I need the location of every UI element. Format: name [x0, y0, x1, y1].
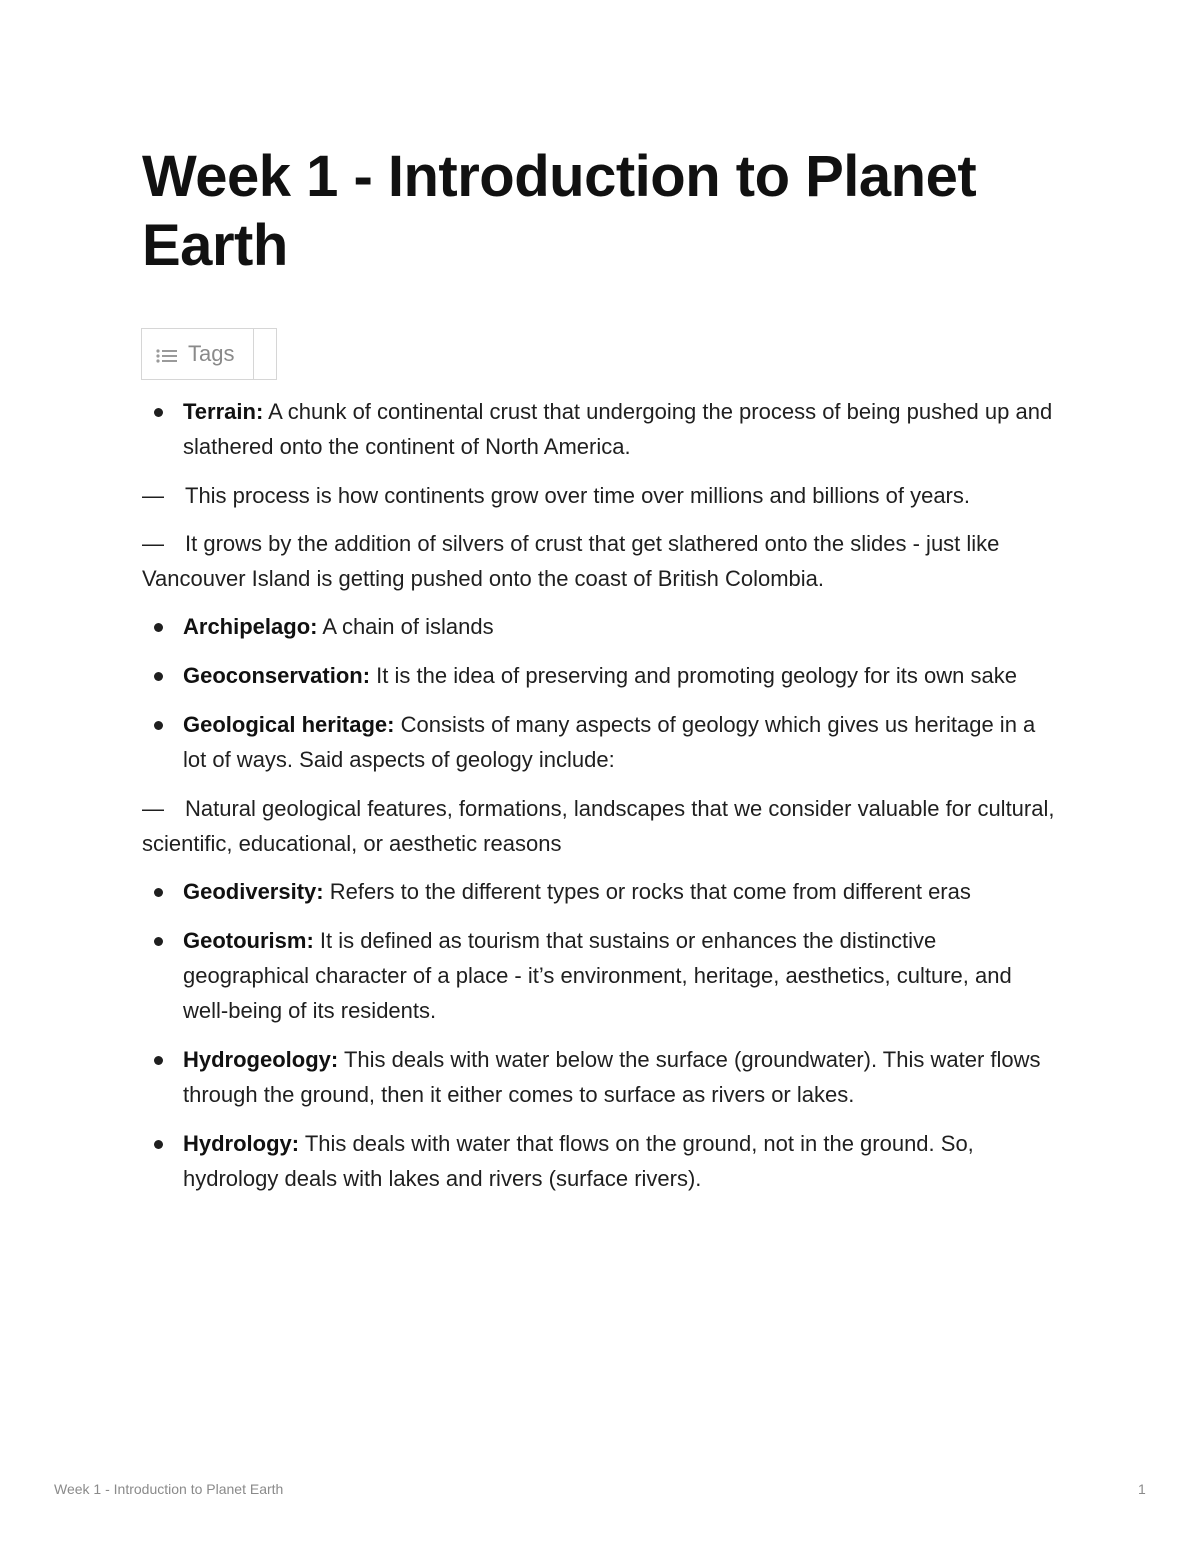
term-label: Archipelago:	[183, 614, 318, 639]
list-item-geoconservation	[142, 658, 1057, 693]
list-item-archipelago	[142, 609, 1057, 644]
list-item-geotourism	[142, 923, 1057, 1028]
list-item-terrain	[142, 394, 1057, 464]
term-label: Geological heritage:	[183, 712, 395, 737]
term-label: Geodiversity:	[183, 879, 324, 904]
term-label: Geotourism:	[183, 928, 314, 953]
bullet-icon	[154, 1056, 163, 1065]
tags-label: Tags	[188, 341, 235, 366]
term-definition: This deals with water below the surface (groundwater). This water flows through the ground, then it either comes to surface as rivers or lakes.	[183, 1047, 1041, 1107]
bullet-icon	[154, 623, 163, 632]
term-label: Hydrogeology:	[183, 1047, 339, 1072]
em-dash-mark: —	[142, 531, 164, 556]
list-item-geological-heritage	[142, 707, 1057, 777]
bullet-icon	[154, 1140, 163, 1149]
dash-paragraph	[142, 478, 1057, 513]
em-dash-mark: —	[142, 796, 164, 821]
em-dash-mark: —	[142, 483, 164, 508]
term-definition: Refers to the different types or rocks that come from different eras	[323, 879, 971, 904]
list-item-hydrology	[142, 1126, 1057, 1196]
term-definition: It is defined as tourism that sustains or enhances the distinctive geographical character of a place - it’s environment, heritage, aesthetics, culture, and well-being of its residents.	[183, 928, 1012, 1023]
term-label: Terrain:	[183, 399, 264, 424]
bullet-icon	[154, 888, 163, 897]
dash-paragraph-text: Natural geological features, formations, landscapes that we consider valuable for cultural, scientific, educational, or aesthetic reasons	[142, 796, 1055, 856]
term-definition: This deals with water that flows on the ground, not in the ground. So, hydrology deals with lakes and rivers (surface rivers).	[183, 1131, 974, 1191]
dash-paragraph-text: It grows by the addition of silvers of crust that get slathered onto the slides - just like Vancouver Island is getting pushed onto the coast of British Colombia.	[142, 531, 1000, 591]
footer-page-number: 1	[1138, 1481, 1146, 1497]
notes-body	[142, 394, 1057, 1210]
list-item-geodiversity	[142, 874, 1057, 909]
dash-paragraph-text: This process is how continents grow over time over millions and billions of years.	[185, 483, 970, 508]
list-item-hydrogeology	[142, 1042, 1057, 1112]
term-label: Geoconservation:	[183, 663, 371, 688]
tags-property-cell[interactable]	[142, 329, 254, 379]
page-title: Week 1 - Introduction to Planet Earth	[142, 144, 977, 278]
dash-paragraph	[142, 526, 1057, 596]
bullet-icon	[154, 672, 163, 681]
bullet-icon	[154, 408, 163, 417]
dash-paragraph	[142, 791, 1057, 861]
list-icon	[156, 348, 178, 364]
term-definition: A chunk of continental crust that undergoing the process of being pushed up and slathered onto the continent of North America.	[183, 399, 1053, 459]
tags-property[interactable]	[141, 328, 277, 380]
term-definition: A chain of islands	[317, 614, 494, 639]
term-definition: Consists of many aspects of geology which gives us heritage in a lot of ways. Said aspects of geology include:	[183, 712, 1036, 772]
footer-document-title: Week 1 - Introduction to Planet Earth	[54, 1481, 284, 1497]
bullet-icon	[154, 721, 163, 730]
term-definition: It is the idea of preserving and promoting geology for its own sake	[370, 663, 1017, 688]
term-label: Hydrology:	[183, 1131, 300, 1156]
bullet-icon	[154, 937, 163, 946]
